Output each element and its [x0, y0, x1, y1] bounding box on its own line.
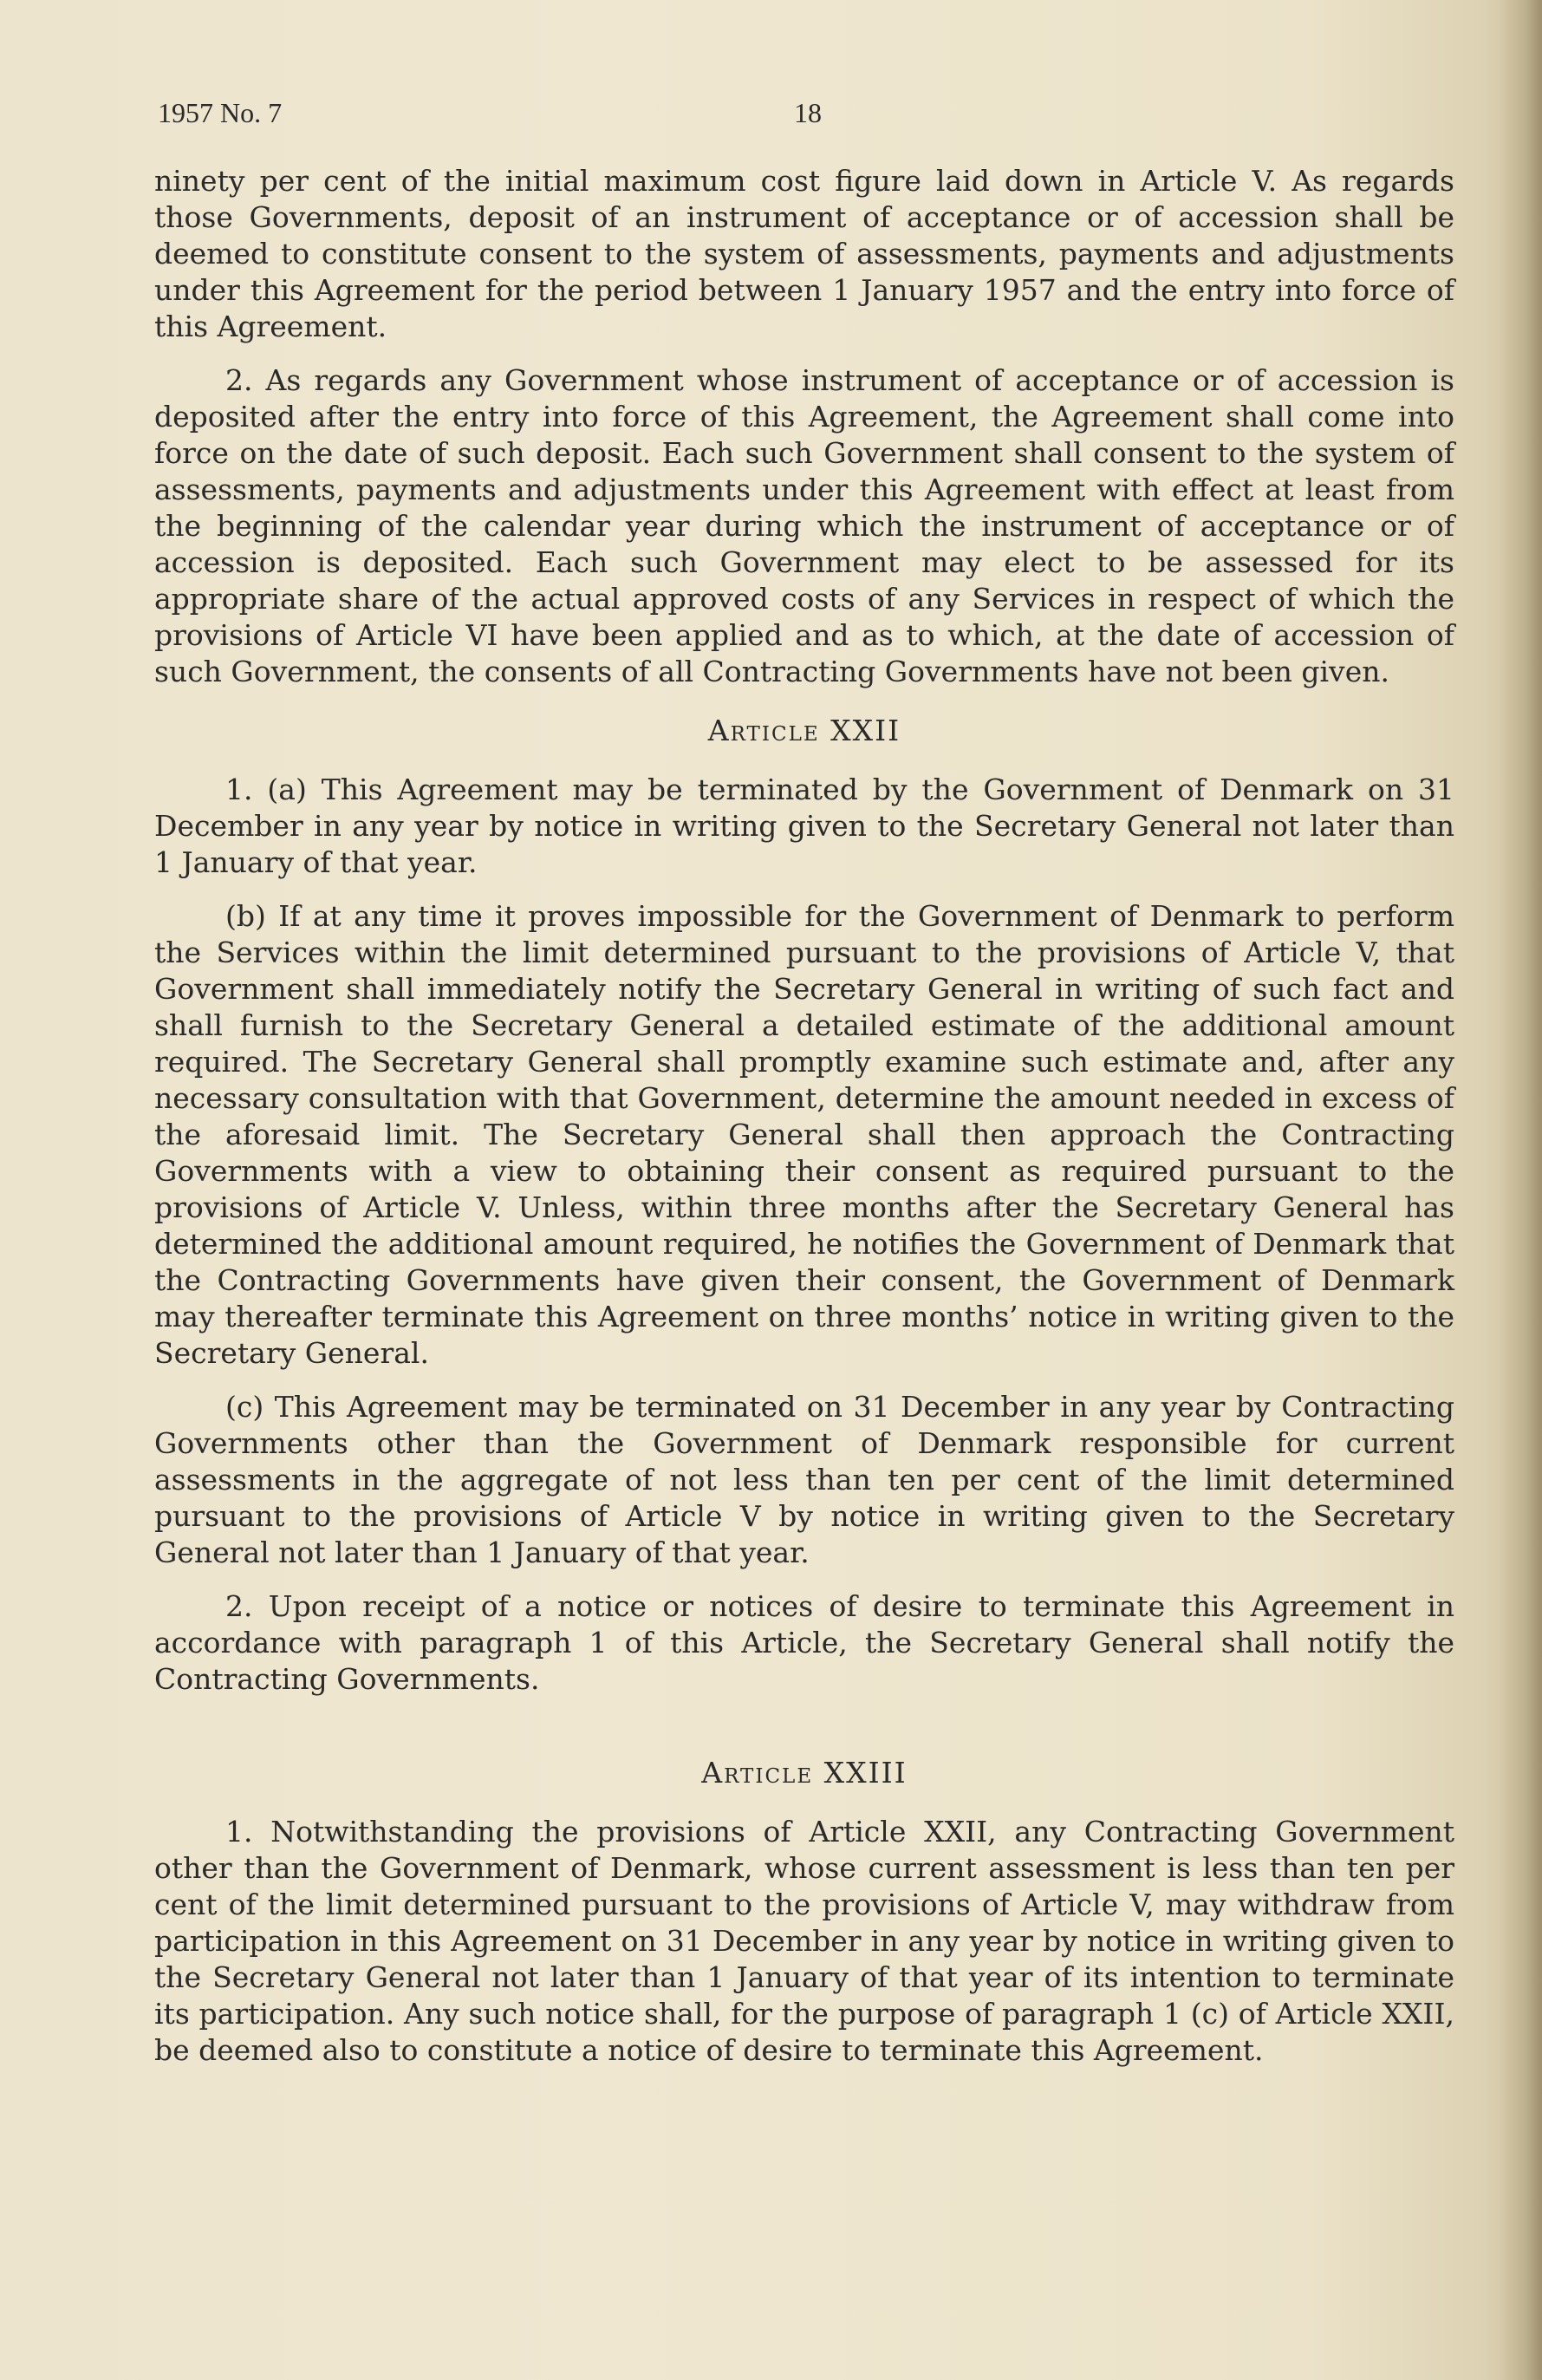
- article-xxii-paragraph-1b: (b) If at any time it proves impossible for the Government of Denmark to perform the Services within the limit determined pursuant to the provisions of Article V, that Government shall immediately notify the Secretary General in writing of such fact and shall furnish to the Secretary General a detailed estimate of the additional amount required. The Secretary General shall promptly examine such estimate and, after any necessary consultation with that Government, determine the amount needed in excess of the aforesaid limit. The Secretary General shall then approach the Contracting Governments with a view to obtaining their consent as required pursuant to the provisions of Article V. Unless, within three months after the Secretary General has determined the additional amount required, he notifies the Government of Denmark that the Contracting Governments have given their consent, the Government of Denmark may thereafter terminate this Agreement on three months’ notice in writing given to the Secretary General.: [154, 899, 1454, 1370]
- article-xxiii-heading: Article XXIII: [701, 1756, 908, 1790]
- series-number: 1957 No. 7: [158, 97, 283, 128]
- article-xxii-paragraph-1a: 1. (a) This Agreement may be terminated by the Government of Denmark on 31 December in any year by notice in writing given to the Secretary General not later than 1 January of that year.: [154, 773, 1454, 879]
- article-xxiii-paragraph-1: 1. Notwithstanding the provisions of Article XXII, any Contracting Government other than the Government of Denmark, whose current assessment is less than ten per cent of the limit determined pursuant to the provisions of Article V, may withdraw from participation in this Agreement on 31 December in any year by notice in writing given to the Secretary General not later than 1 January of that year of its intention to terminate its participation. Any such notice shall, for the purpose of paragraph 1 (c) of Article XXII, be deemed also to constitute a notice of desire to terminate this Agreement.: [154, 1815, 1454, 2067]
- page-edge-shadow: [1499, 0, 1542, 2380]
- article-xxii-paragraph-2: 2. Upon receipt of a notice or notices of desire to terminate this Agreement in accordance with paragraph 1 of this Article, the Secretary General shall notify the Contracting Governments.: [154, 1589, 1454, 1696]
- page-number: 18: [794, 97, 822, 128]
- article-xxii-heading: Article XXII: [707, 714, 901, 747]
- page-header: [158, 94, 1458, 132]
- article-xxii-paragraph-1c: (c) This Agreement may be terminated on 31 December in any year by Contracting Governments other than the Government of Denmark responsible for current assessments in the aggregate of not less than ten per cent of the limit determined pursuant to the provisions of Article V by notice in writing given to the Secretary General not later than 1 January of that year.: [154, 1390, 1454, 1569]
- paragraph-continuation: ninety per cent of the initial maximum cost figure laid down in Article V. As regards those Governments, deposit of an instrument of acceptance or of accession shall be deemed to constitute consent to the system of assessments, payments and adjustments under this Agreement for the period between 1 January 1957 and the entry into force of this Agreement.: [154, 164, 1454, 343]
- paragraph-2: 2. As regards any Government whose instrument of acceptance or of accession is deposited after the entry into force of this Agreement, the Agreement shall come into force on the date of such deposit. Each such Government shall consent to the system of assessments, payments and adjustments under this Agreement with effect at least from the beginning of the calendar year during which the instrument of acceptance or of accession is deposited. Each such Government may elect to be assessed for its appropriate share of the actual approved costs of any Services in respect of which the provisions of Article VI have been applied and as to which, at the date of accession of such Government, the consents of all Contracting Governments have not been given.: [154, 363, 1454, 688]
- document-body: [154, 163, 1454, 2086]
